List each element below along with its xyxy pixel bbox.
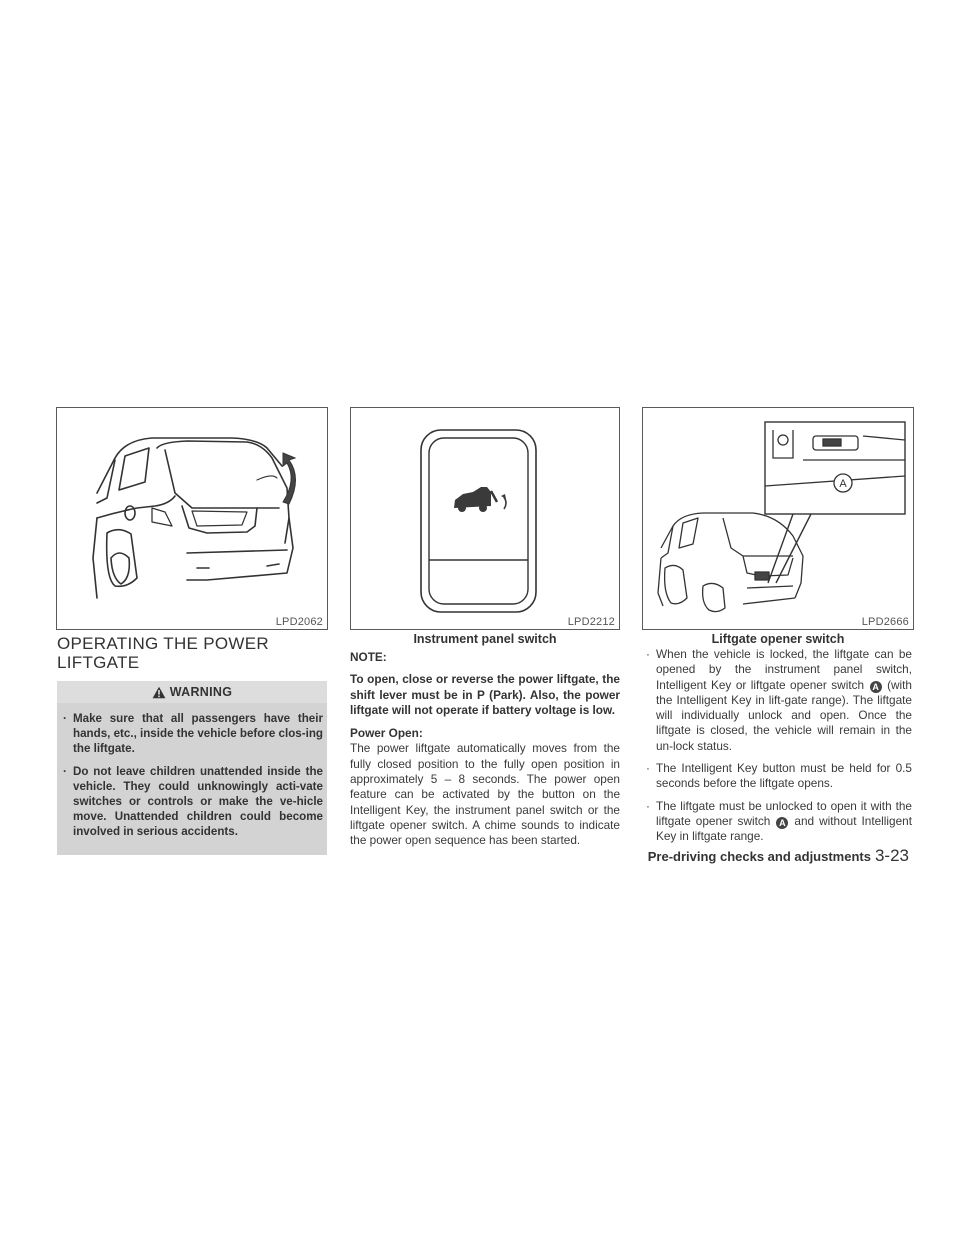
figure-caption: Instrument panel switch — [413, 632, 557, 646]
bullet-text: The liftgate must be unlocked to open it with the liftgate opener switch — [656, 798, 912, 828]
callout-letter: A — [839, 478, 847, 490]
figure-liftgate-opener-switch — [642, 407, 914, 630]
bullet-item — [642, 647, 912, 754]
callout-a-badge: A — [776, 817, 788, 829]
bullet-text: (with the Intelligent Key in lift-gate range). The liftgate will individually unlock and open. Once the liftgate is closed, the vehicle will remain in the un-lock status. — [656, 677, 912, 753]
power-open-text: The power liftgate automatically moves from the fully closed position to the fully open position in approximately 5 – 8 seconds. The power open feature can be activated by the button on the Intelligent Key, the instrument panel switch or the liftgate opener switch. A chime sounds to indicate the power open sequence has been started. — [350, 741, 620, 848]
page-footer — [619, 846, 909, 870]
figure-liftgate-open — [56, 407, 328, 630]
figure-code: LPD2666 — [861, 616, 909, 628]
section-title-line: LIFTGATE — [57, 653, 140, 672]
right-column — [642, 647, 912, 852]
warning-item: · Do not leave children unattended inside the vehicle. They could unknowingly acti-vate switches or controls or make the ve-hicle move. Unattended children could become involved in serious accidents. — [60, 764, 323, 839]
opener-switch-illustration — [643, 408, 913, 629]
liftgate-car-icon — [454, 487, 506, 512]
warning-list — [60, 711, 323, 847]
warning-item: · Make sure that all passengers have their hands, etc., inside the vehicle before clos-ing the liftgate. — [60, 711, 323, 756]
instrument-switch-illustration — [351, 408, 619, 629]
chapter-title: Pre-driving checks and adjustments — [647, 849, 871, 864]
figure-code: LPD2212 — [567, 616, 615, 628]
callout-a-badge: A — [870, 681, 882, 693]
warning-header — [57, 681, 327, 703]
figure-instrument-panel-switch — [350, 407, 620, 630]
bullet-item — [642, 799, 912, 845]
liftgate-open-illustration — [57, 408, 327, 629]
middle-column — [350, 650, 620, 849]
note-label: NOTE: — [350, 650, 387, 664]
page-number: 3-23 — [874, 846, 909, 865]
section-title — [57, 634, 327, 672]
section-title-line: OPERATING THE POWER — [57, 634, 269, 653]
warning-label: WARNING — [169, 685, 233, 699]
bullet-text: and without Intelligent Key in liftgate range. — [656, 813, 913, 844]
power-open-label: Power Open: — [350, 726, 423, 741]
note-text: To open, close or reverse the power liftgate, the shift lever must be in P (Park). Also, the power liftgate will not operate if battery voltage is low. — [350, 672, 620, 717]
bullet-list — [642, 647, 912, 845]
bullet-item: · The Intelligent Key button must be held for 0.5 seconds before the liftgate opens. — [642, 761, 912, 792]
figure-code: LPD2062 — [275, 616, 323, 628]
bullet-text: When the vehicle is locked, the liftgate can be opened by the instrument panel switch, Intelligent Key or liftgate opener switch — [656, 647, 912, 692]
figure-caption: Liftgate opener switch — [711, 632, 845, 646]
warning-icon — [152, 686, 166, 699]
